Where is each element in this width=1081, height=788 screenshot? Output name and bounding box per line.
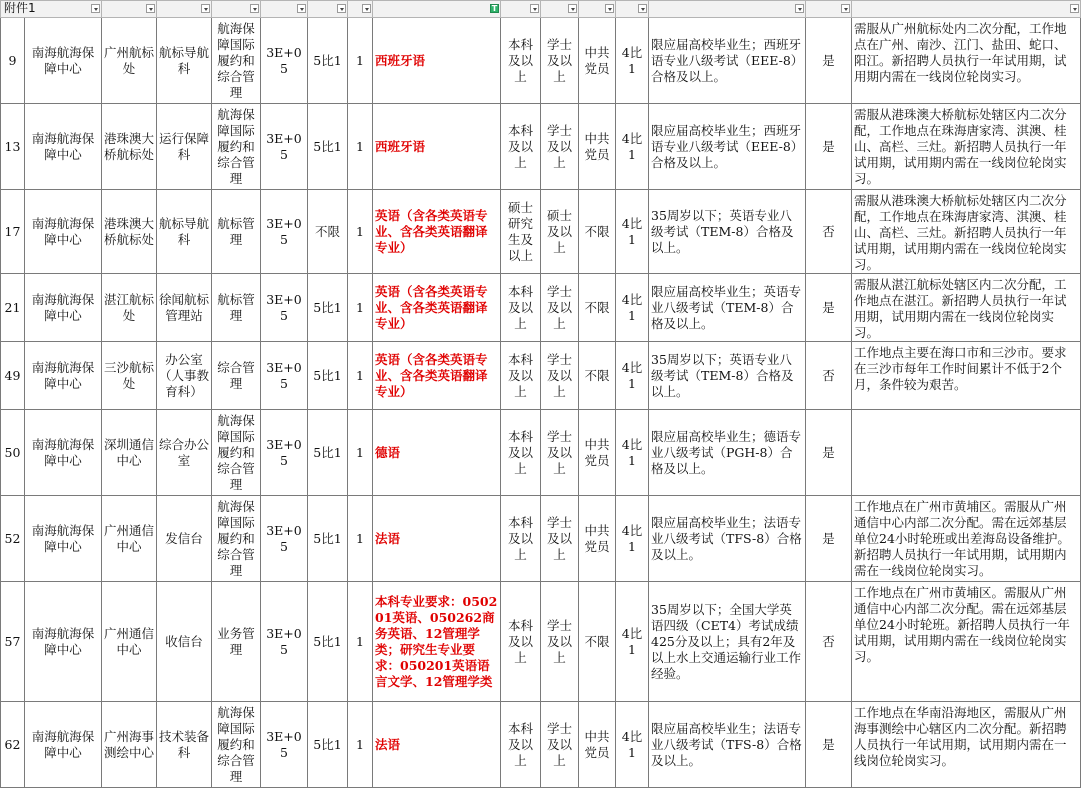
table-row [1, 342, 1081, 410]
header-cell[interactable] [579, 1, 616, 18]
cell-other-requirements[interactable]: 限应届高校毕业生；西班牙语专业八级考试（EEE-8）合格及以上。 [649, 18, 806, 104]
dropdown-icon[interactable] [362, 4, 371, 13]
cell-number[interactable]: 9 [1, 18, 25, 104]
cell-political-status[interactable]: 中共党员 [579, 18, 616, 104]
cell-exam-ratio[interactable]: 4比1 [616, 104, 649, 190]
dropdown-icon[interactable] [297, 4, 306, 13]
cell-unit[interactable]: 南海航海保障中心 [25, 342, 102, 410]
cell-position-code[interactable]: 3E+05 [261, 410, 308, 496]
cell-number[interactable]: 50 [1, 410, 25, 496]
cell-department[interactable]: 广州海事测绘中心 [102, 702, 157, 788]
cell-remarks[interactable]: 工作地点主要在海口市和三沙市。要求在三沙市每年工作时间累计不低于2个月，条件较为艰苦。 [852, 342, 1081, 410]
dropdown-icon[interactable] [337, 4, 346, 13]
cell-graduate-flag[interactable]: 是 [806, 274, 852, 342]
cell-other-requirements[interactable]: 限应届高校毕业生；英语专业八级考试（TEM-8）合格及以上。 [649, 274, 806, 342]
dropdown-icon[interactable] [841, 4, 850, 13]
table-row [1, 274, 1081, 342]
cell-education[interactable]: 本科及以上 [501, 104, 541, 190]
cell-political-status[interactable]: 中共党员 [579, 104, 616, 190]
header-cell[interactable] [212, 1, 261, 18]
dropdown-icon[interactable] [795, 4, 804, 13]
cell-unit[interactable]: 南海航海保障中心 [25, 410, 102, 496]
cell-department[interactable]: 广州航标处 [102, 18, 157, 104]
cell-headcount[interactable]: 1 [348, 410, 373, 496]
cell-headcount[interactable]: 1 [348, 104, 373, 190]
cell-position[interactable]: 徐闻航标管理站 [157, 274, 212, 342]
cell-remarks[interactable]: 需服从湛江航标处辖区内二次分配，工作地点在湛江。新招聘人员执行一年试用期，试用期内需在一线岗位轮岗实习。 [852, 274, 1081, 342]
cell-position-type[interactable]: 航海保障国际履约和综合管理 [212, 104, 261, 190]
cell-graduate-flag[interactable]: 否 [806, 190, 852, 274]
cell-position[interactable]: 技术装备科 [157, 702, 212, 788]
header-cell[interactable] [157, 1, 212, 18]
cell-position-code[interactable]: 3E+05 [261, 342, 308, 410]
cell-headcount[interactable]: 1 [348, 18, 373, 104]
cell-exam-ratio[interactable]: 4比1 [616, 496, 649, 582]
header-cell[interactable] [102, 1, 157, 18]
table-row [1, 410, 1081, 496]
cell-ratio[interactable]: 5比1 [308, 104, 348, 190]
cell-department[interactable]: 港珠澳大桥航标处 [102, 104, 157, 190]
cell-political-status[interactable]: 不限 [579, 582, 616, 702]
cell-position-type[interactable]: 航海保障国际履约和综合管理 [212, 496, 261, 582]
cell-ratio[interactable]: 5比1 [308, 496, 348, 582]
header-cell[interactable] [348, 1, 373, 18]
cell-exam-ratio[interactable]: 4比1 [616, 18, 649, 104]
table-row [1, 582, 1081, 702]
cell-unit[interactable]: 南海航海保障中心 [25, 582, 102, 702]
cell-headcount[interactable]: 1 [348, 274, 373, 342]
header-cell[interactable] [501, 1, 541, 18]
cell-graduate-flag[interactable]: 是 [806, 18, 852, 104]
header-cell[interactable] [308, 1, 348, 18]
cell-major[interactable]: 本科专业要求：050201英语、050262商务英语、12管理学类；研究生专业要求：050201英语语言文学、12管理学类 [373, 582, 501, 702]
dropdown-icon[interactable] [250, 4, 259, 13]
sheet-title: 附件1 [4, 1, 36, 15]
cell-exam-ratio[interactable]: 4比1 [616, 582, 649, 702]
cell-position[interactable]: 运行保障科 [157, 104, 212, 190]
cell-graduate-flag[interactable]: 是 [806, 496, 852, 582]
cell-remarks[interactable]: 工作地点在华南沿海地区，需服从广州海事测绘中心辖区内二次分配。新招聘人员执行一年试用期，试用期内需在一线岗位轮岗实习。 [852, 702, 1081, 788]
cell-major[interactable]: 英语（含各类英语专业、含各类英语翻译专业） [373, 342, 501, 410]
header-cell[interactable] [616, 1, 649, 18]
cell-department[interactable]: 广州通信中心 [102, 582, 157, 702]
cell-position-type[interactable]: 航海保障国际履约和综合管理 [212, 18, 261, 104]
cell-ratio[interactable]: 5比1 [308, 410, 348, 496]
cell-other-requirements[interactable]: 限应届高校毕业生；西班牙语专业八级考试（EEE-8）合格及以上。 [649, 104, 806, 190]
cell-degree[interactable]: 学士及以上 [541, 342, 579, 410]
header-cell[interactable] [852, 1, 1081, 18]
table-row [1, 104, 1081, 190]
header-cell[interactable] [261, 1, 308, 18]
cell-political-status[interactable]: 中共党员 [579, 702, 616, 788]
header-cell-title[interactable] [1, 1, 102, 18]
cell-education[interactable]: 本科及以上 [501, 342, 541, 410]
cell-graduate-flag[interactable]: 否 [806, 582, 852, 702]
cell-graduate-flag[interactable]: 是 [806, 410, 852, 496]
cell-unit[interactable]: 南海航海保障中心 [25, 18, 102, 104]
cell-major[interactable]: 德语 [373, 410, 501, 496]
cell-education[interactable]: 本科及以上 [501, 496, 541, 582]
cell-degree[interactable]: 学士及以上 [541, 702, 579, 788]
cell-political-status[interactable]: 不限 [579, 342, 616, 410]
cell-headcount[interactable]: 1 [348, 342, 373, 410]
cell-other-requirements[interactable]: 限应届高校毕业生；法语专业八级考试（TFS-8）合格及以上。 [649, 702, 806, 788]
cell-number[interactable]: 52 [1, 496, 25, 582]
cell-position-type[interactable]: 业务管理 [212, 582, 261, 702]
cell-ratio[interactable]: 不限 [308, 190, 348, 274]
dropdown-icon[interactable] [146, 4, 155, 13]
cell-department[interactable]: 广州通信中心 [102, 496, 157, 582]
cell-position-code[interactable]: 3E+05 [261, 274, 308, 342]
cell-ratio[interactable]: 5比1 [308, 702, 348, 788]
cell-unit[interactable]: 南海航海保障中心 [25, 702, 102, 788]
header-cell[interactable] [649, 1, 806, 18]
cell-political-status[interactable]: 中共党员 [579, 496, 616, 582]
cell-major[interactable]: 西班牙语 [373, 18, 501, 104]
cell-major[interactable]: 法语 [373, 702, 501, 788]
cell-unit[interactable]: 南海航海保障中心 [25, 274, 102, 342]
cell-department[interactable]: 深圳通信中心 [102, 410, 157, 496]
dropdown-icon[interactable] [1070, 4, 1079, 13]
cell-other-requirements[interactable]: 35周岁以下；英语专业八级考试（TEM-8）合格及以上。 [649, 190, 806, 274]
cell-position[interactable]: 航标导航科 [157, 18, 212, 104]
cell-degree[interactable]: 学士及以上 [541, 410, 579, 496]
cell-graduate-flag[interactable]: 否 [806, 342, 852, 410]
cell-degree[interactable]: 学士及以上 [541, 496, 579, 582]
cell-remarks[interactable]: 需服从广州航标处内二次分配，工作地点在广州、南沙、江门、盐田、蛇口、阳江。新招聘人员执行一年试用期，试用期内需在一线岗位轮岗实习。 [852, 18, 1081, 104]
cell-position[interactable]: 航标导航科 [157, 190, 212, 274]
cell-ratio[interactable]: 5比1 [308, 342, 348, 410]
cell-education[interactable]: 本科及以上 [501, 702, 541, 788]
cell-position-code[interactable]: 3E+05 [261, 18, 308, 104]
cell-remarks[interactable] [852, 410, 1081, 496]
cell-remarks[interactable]: 工作地点在广州市黄埔区。需服从广州通信中心内部二次分配。需在远郊基层单位24小时轮班或出差海岛设备维护。新招聘人员执行一年试用期，试用期内需在一线岗位轮岗实习。 [852, 496, 1081, 582]
cell-education[interactable]: 本科及以上 [501, 582, 541, 702]
cell-ratio[interactable]: 5比1 [308, 18, 348, 104]
cell-ratio[interactable]: 5比1 [308, 582, 348, 702]
header-cell[interactable] [806, 1, 852, 18]
table-row [1, 496, 1081, 582]
cell-department[interactable]: 三沙航标处 [102, 342, 157, 410]
cell-position[interactable]: 收信台 [157, 582, 212, 702]
cell-remarks[interactable]: 需服从港珠澳大桥航标处辖区内二次分配，工作地点在珠海唐家湾、淇澳、桂山、高栏、三灶。新招聘人员执行一年试用期，试用期内需在一线岗位轮岗实习。 [852, 104, 1081, 190]
cell-number[interactable]: 57 [1, 582, 25, 702]
cell-position-type[interactable]: 航海保障国际履约和综合管理 [212, 702, 261, 788]
dropdown-icon[interactable] [638, 4, 647, 13]
cell-exam-ratio[interactable]: 4比1 [616, 190, 649, 274]
cell-degree[interactable]: 硕士及以上 [541, 190, 579, 274]
cell-position-type[interactable]: 航标管理 [212, 274, 261, 342]
cell-major[interactable]: 英语（含各类英语专业、含各类英语翻译专业） [373, 190, 501, 274]
cell-position-type[interactable]: 航标管理 [212, 190, 261, 274]
cell-unit[interactable]: 南海航海保障中心 [25, 190, 102, 274]
cell-major[interactable]: 西班牙语 [373, 104, 501, 190]
cell-unit[interactable]: 南海航海保障中心 [25, 496, 102, 582]
cell-graduate-flag[interactable]: 是 [806, 104, 852, 190]
cell-position-type[interactable]: 综合管理 [212, 342, 261, 410]
table-row [1, 18, 1081, 104]
dropdown-icon[interactable] [201, 4, 210, 13]
cell-degree[interactable]: 学士及以上 [541, 104, 579, 190]
cell-headcount[interactable]: 1 [348, 582, 373, 702]
cell-unit[interactable]: 南海航海保障中心 [25, 104, 102, 190]
dropdown-icon[interactable] [568, 4, 577, 13]
header-cell[interactable] [541, 1, 579, 18]
cell-number[interactable]: 49 [1, 342, 25, 410]
cell-graduate-flag[interactable]: 是 [806, 702, 852, 788]
cell-position-type[interactable]: 航海保障国际履约和综合管理 [212, 410, 261, 496]
cell-headcount[interactable]: 1 [348, 496, 373, 582]
cell-other-requirements[interactable]: 35周岁以下；全国大学英语四级（CET4）考试成绩425分及以上；具有2年及以上水上交通运输行业工作经验。 [649, 582, 806, 702]
cell-number[interactable]: 13 [1, 104, 25, 190]
filter-active-icon[interactable]: T [491, 4, 498, 13]
cell-other-requirements[interactable]: 限应届高校毕业生；德语专业八级考试（PGH-8）合格及以上。 [649, 410, 806, 496]
cell-political-status[interactable]: 不限 [579, 274, 616, 342]
cell-department[interactable]: 湛江航标处 [102, 274, 157, 342]
cell-education[interactable]: 本科及以上 [501, 18, 541, 104]
table-row [1, 702, 1081, 788]
cell-remarks[interactable]: 工作地点在广州市黄埔区。需服从广州通信中心内部二次分配。需在远郊基层单位24小时轮班。新招聘人员执行一年试用期，试用期内需在一线岗位轮岗实习。 [852, 582, 1081, 702]
cell-position[interactable]: 发信台 [157, 496, 212, 582]
cell-position-code[interactable]: 3E+05 [261, 582, 308, 702]
cell-degree[interactable]: 学士及以上 [541, 18, 579, 104]
cell-exam-ratio[interactable]: 4比1 [616, 702, 649, 788]
cell-position-code[interactable]: 3E+05 [261, 702, 308, 788]
cell-education[interactable]: 本科及以上 [501, 274, 541, 342]
cell-department[interactable]: 港珠澳大桥航标处 [102, 190, 157, 274]
cell-remarks[interactable]: 需服从港珠澳大桥航标处辖区内二次分配，工作地点在珠海唐家湾、淇澳、桂山、高栏、三灶。新招聘人员执行一年试用期，试用期内需在一线岗位轮岗实习。 [852, 190, 1081, 274]
cell-position[interactable]: 办公室（人事教育科） [157, 342, 212, 410]
cell-headcount[interactable]: 1 [348, 190, 373, 274]
cell-exam-ratio[interactable]: 4比1 [616, 274, 649, 342]
cell-position-code[interactable]: 3E+05 [261, 190, 308, 274]
cell-other-requirements[interactable]: 限应届高校毕业生；法语专业八级考试（TFS-8）合格及以上。 [649, 496, 806, 582]
cell-degree[interactable]: 学士及以上 [541, 582, 579, 702]
cell-major[interactable]: 法语 [373, 496, 501, 582]
table-row [1, 190, 1081, 274]
cell-education[interactable]: 本科及以上 [501, 410, 541, 496]
cell-other-requirements[interactable]: 35周岁以下；英语专业八级考试（TEM-8）合格及以上。 [649, 342, 806, 410]
filter-header-row [1, 1, 1081, 18]
cell-ratio[interactable]: 5比1 [308, 274, 348, 342]
cell-education[interactable]: 硕士研究生及以上 [501, 190, 541, 274]
cell-exam-ratio[interactable]: 4比1 [616, 342, 649, 410]
cell-number[interactable]: 21 [1, 274, 25, 342]
cell-number[interactable]: 62 [1, 702, 25, 788]
cell-position-code[interactable]: 3E+05 [261, 104, 308, 190]
cell-position[interactable]: 综合办公室 [157, 410, 212, 496]
dropdown-icon[interactable] [605, 4, 614, 13]
cell-number[interactable]: 17 [1, 190, 25, 274]
cell-position-code[interactable]: 3E+05 [261, 496, 308, 582]
header-cell[interactable] [373, 1, 501, 18]
cell-degree[interactable]: 学士及以上 [541, 274, 579, 342]
dropdown-icon[interactable] [91, 4, 100, 13]
cell-headcount[interactable]: 1 [348, 702, 373, 788]
cell-political-status[interactable]: 不限 [579, 190, 616, 274]
cell-exam-ratio[interactable]: 4比1 [616, 410, 649, 496]
cell-political-status[interactable]: 中共党员 [579, 410, 616, 496]
cell-major[interactable]: 英语（含各类英语专业、含各类英语翻译专业） [373, 274, 501, 342]
dropdown-icon[interactable] [530, 4, 539, 13]
